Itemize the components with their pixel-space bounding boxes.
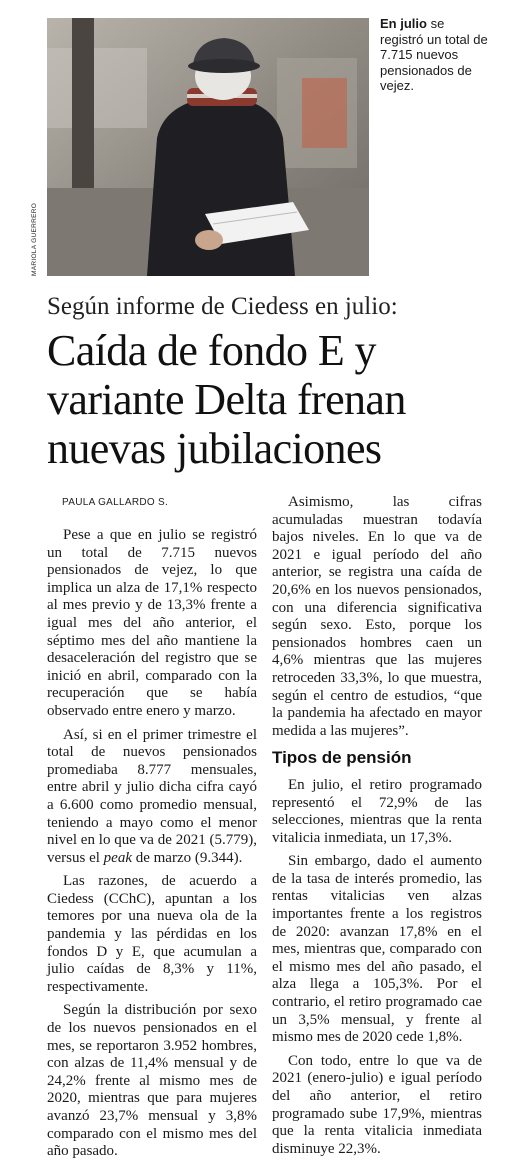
- paragraph-text: Así, si en el primer trimestre el total de nuevos pensionados promediaba 8.777 mensuales, entre abril y julio dicha cifra cayó a 6.600 como promedio mensual, teniendo a mayo como el menor nivel en lo que va de 2021 (5.779), versus el: [47, 726, 257, 866]
- paragraph: Con todo, entre lo que va de 2021 (enero-julio) e igual período del año anterior, el retiro programado sube 17,9%, mientras que la renta vitalicia inmediata disminuye 22,3%.: [272, 1052, 482, 1157]
- subheading: Tipos de pensión: [272, 748, 412, 768]
- caption-text: se registró un total de 7.715 nuevos pensionados de vejez.: [380, 16, 488, 93]
- paragraph: Asimismo, las cifras acumuladas muestran todavía bajos niveles. En lo que va de 2021 e igual período del año anterior, se registra una caída de 20,6% en los nuevos pensionados, con una diferencia significativa según sexo. Esto, porque los pensionados hombres caen un 4,6% mientras que las mujeres retroceden 33,3%, lo que muestra, según el centro de estudios, “que la pandemia ha afectado en mayor medida a las mujeres”.: [272, 494, 482, 739]
- kicker: Según informe de Ciedess en julio:: [47, 293, 398, 320]
- paragraph-text: de marzo (9.344).: [131, 849, 243, 866]
- paragraph: [47, 727, 257, 868]
- headline-line: Caída de fondo E y: [47, 326, 376, 375]
- article-column-2: [272, 494, 482, 1164]
- paragraph: En julio, el retiro programado representó el 72,9% de las selecciones, mientras que la renta vitalicia inmediata, un 17,3%.: [272, 776, 482, 846]
- paragraph: Pese a que en julio se registró un total de 7.715 nuevos pensionados de vejez, lo que implica un alza de 17,1% respecto al mes previo y de 13,3% frente a igual mes del año anterior, el séptimo mes del año mantiene la desaceleración del registro que se inició en abril, comparado con la recuperación que se había observado entre enero y marzo.: [47, 527, 257, 719]
- paragraph: Según la distribución por sexo de los nuevos pensionados en el mes, se reportaron 3.952 hombres, con alzas de 11,4% mensual y de 24,2% frente al mismo mes de 2020, mientras que para mujeres avanzó 23,7% mensual y 3,8% comparado con el mismo mes del año pasado.: [47, 1002, 257, 1160]
- headline-line: nuevas jubilaciones: [47, 424, 382, 473]
- article-photo: [47, 18, 369, 276]
- photo-credit: MARIOLA GUERRERO: [31, 202, 38, 276]
- headline-line: variante Delta frenan: [47, 375, 406, 424]
- photo-caption: [380, 16, 490, 94]
- elderly-man-photo: [47, 18, 369, 276]
- caption-lead: En julio: [380, 16, 427, 31]
- paragraph: Las razones, de acuerdo a Ciedess (CChC), apuntan a los temores por una nueva ola de la pandemia y las pérdidas en los fondos D y E, que acumulan a julio caídas de 8,3% y 11%, respectivamente.: [47, 873, 257, 995]
- article-column-1: [47, 527, 257, 1167]
- italic-word: peak: [103, 849, 132, 866]
- paragraph: Sin embargo, dado el aumento de la tasa de interés promedio, las rentas vitalicias ven alzas importantes frente a los registros de 2020: avanzan 17,8% en el mes, mientras que, comparado con el mismo mes del año pasado, el alza llega a 105,3%. Por el contrario, el retiro programado cae un 3,5% mensual, y frente al mismo mes de 2020 cede 1,8%.: [272, 853, 482, 1046]
- headline: [47, 326, 487, 473]
- byline: PAULA GALLARDO S.: [62, 497, 169, 508]
